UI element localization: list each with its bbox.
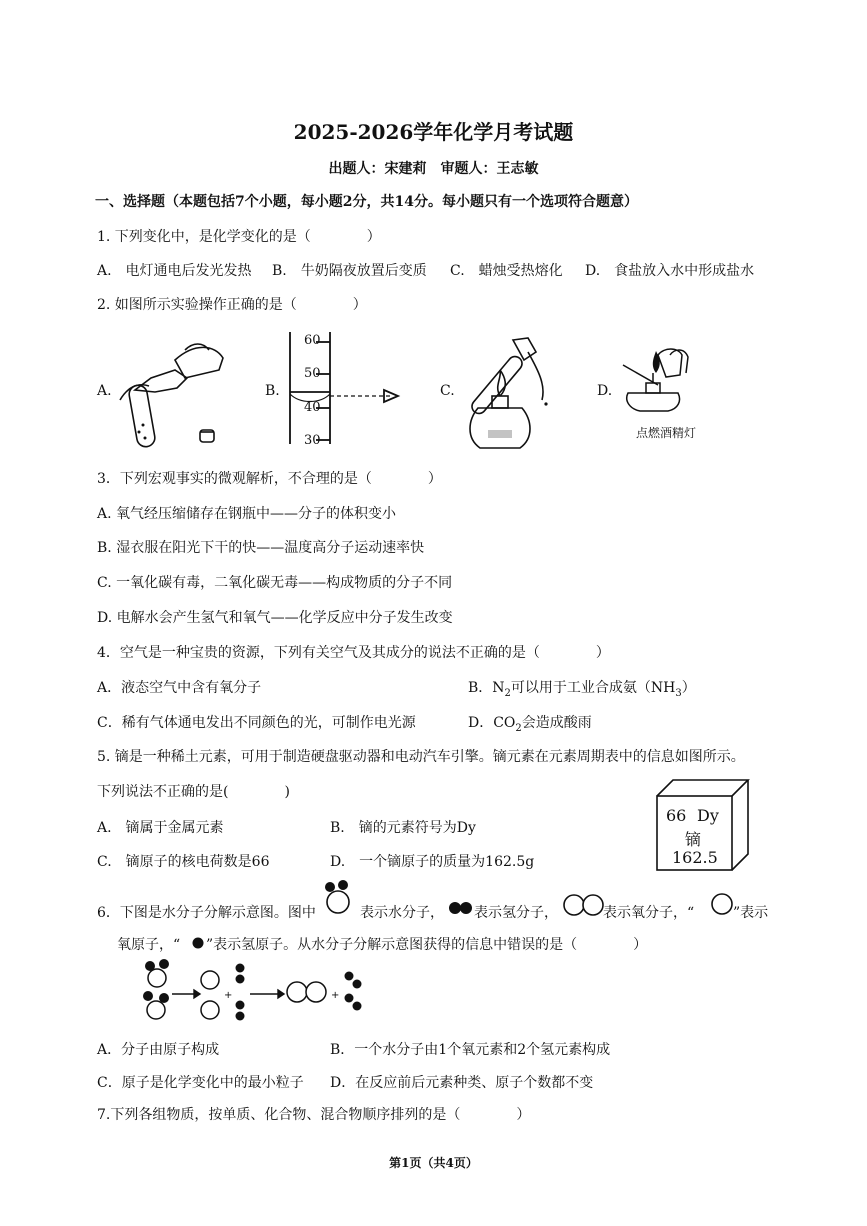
svg-text:+: + <box>224 990 233 1001</box>
q4-b-sub2: 3 <box>675 687 682 699</box>
water-decomposition-diagram <box>140 958 370 1028</box>
q6-option-c: C．原子是化学变化中的最小粒子 <box>97 1075 304 1091</box>
q1-option-a: A. 电灯通电后发光发热 <box>97 263 252 279</box>
q3-option-b: B. 湿衣服在阳光下干的快——温度高分子运动速率快 <box>97 540 425 556</box>
q4-b-post: ） <box>681 680 696 696</box>
q6-stem-c: 表示氢分子， <box>474 905 558 921</box>
cylinder-tick-50: 50 <box>304 366 321 381</box>
q5-option-c: C. 镝原子的核电荷数是66 <box>97 854 270 870</box>
cylinder-tick-30: 30 <box>304 433 321 448</box>
q5-option-a: A. 镝属于金属元素 <box>97 820 224 836</box>
q4-b-pre: B．N <box>468 680 505 696</box>
q6-stem-d: 表示氧分子，“ <box>603 905 695 921</box>
q7-stem: 7.下列各组物质，按单质、化合物、混合物顺序排列的是（ ） <box>97 1107 531 1123</box>
element-name: 镝 <box>685 830 702 849</box>
q2-option-c-label: C. <box>440 383 455 399</box>
q4-b-mid: 可以用于工业合成氨（NH <box>510 680 676 696</box>
section-heading: 一、选择题（本题包括7个小题，每小题2分，共14分。每小题只有一个选项符合题意） <box>95 194 638 210</box>
q2-stem: 2. 如图所示实验操作正确的是（ ） <box>97 297 367 313</box>
q3-option-a: A. 氧气经压缩储存在钢瓶中——分子的体积变小 <box>97 506 397 522</box>
water-molecule-icon <box>322 880 362 920</box>
q6-stem-e: ”表示 <box>733 905 769 921</box>
q4-b-sub: 2 <box>504 687 511 699</box>
oxygen-molecule-icon <box>562 892 606 920</box>
q2-option-d-label: D. <box>597 383 613 399</box>
q5-stem-line2: 下列说法不正确的是( ) <box>97 784 290 800</box>
page-footer: 第1页（共4页） <box>389 1156 478 1170</box>
q4-d-pre: D．CO <box>468 715 516 731</box>
q2-figure-d-lamp <box>618 345 698 415</box>
q3-option-d: D. 电解水会产生氢气和氧气——化学反应中分子发生改变 <box>97 610 453 626</box>
q1-option-c: C. 蜡烛受热熔化 <box>450 263 563 279</box>
element-symbol: Dy <box>697 806 719 825</box>
q1-option-b: B. 牛奶隔夜放置后变质 <box>272 263 427 279</box>
svg-text:+: + <box>331 990 340 1001</box>
authors-line: 出题人：宋建莉 审题人：王志敏 <box>328 161 539 177</box>
q3-option-c: C. 一氧化碳有毒，二氧化碳无毒——构成物质的分子不同 <box>97 575 453 591</box>
q4-d-sub: 2 <box>515 722 522 734</box>
hydrogen-molecule-icon <box>447 898 477 918</box>
q2-figure-a-pouring <box>115 330 235 455</box>
q1-stem: 1. 下列变化中，是化学变化的是（ ） <box>97 229 381 245</box>
q5-option-d: D. 一个镝原子的质量为162.5g <box>330 854 535 870</box>
q6-option-b: B．一个水分子由1个氧元素和2个氢元素构成 <box>330 1042 611 1058</box>
q4-option-b <box>468 677 696 699</box>
q2-lamp-caption: 点燃酒精灯 <box>636 426 697 440</box>
q1-option-d: D. 食盐放入水中形成盐水 <box>585 263 755 279</box>
q2-figure-b-cylinder <box>286 332 406 447</box>
q3-stem: 3．下列宏观事实的微观解析，不合理的是（ ） <box>97 471 442 487</box>
q2-option-a-label: A. <box>97 383 112 399</box>
q6-option-a: A．分子由原子构成 <box>97 1042 220 1058</box>
cylinder-tick-60: 60 <box>304 333 321 348</box>
q4-stem: 4．空气是一种宝贵的资源，下列有关空气及其成分的说法不正确的是（ ） <box>97 645 610 661</box>
q6-option-d: D．在反应前后元素种类、原子个数都不变 <box>330 1075 594 1091</box>
hydrogen-atom-icon <box>191 936 205 950</box>
page-title: 2025-2026学年化学月考试题 <box>293 120 574 144</box>
q2-option-b-label: B. <box>265 383 280 399</box>
q6-stem-a: 6．下图是水分子分解示意图。图中 <box>97 905 316 921</box>
q5-option-b: B. 镝的元素符号为Dy <box>330 820 476 836</box>
q5-stem-line1: 5. 镝是一种稀土元素，可用于制造硬盘驱动器和电动汽车引擎。镝元素在元素周期表中的信息如图所示。 <box>97 749 745 765</box>
element-number: 66 <box>666 806 687 825</box>
cylinder-tick-40: 40 <box>304 400 321 415</box>
q4-d-post: 会造成酸雨 <box>521 715 592 731</box>
q4-option-c: C．稀有气体通电发出不同颜色的光，可制作电光源 <box>97 715 416 731</box>
q4-option-d <box>468 712 592 734</box>
q6-stem-b: 表示水分子， <box>360 905 444 921</box>
element-mass: 162.5 <box>672 848 718 867</box>
q4-option-a: A．液态空气中含有氧分子 <box>97 680 262 696</box>
q6-stem2-a: 氧原子，“ <box>117 937 181 953</box>
q6-stem2-b: ”表示氢原子。从水分子分解示意图获得的信息中错误的是（ ） <box>206 937 648 953</box>
q2-figure-c-heating <box>458 330 578 455</box>
